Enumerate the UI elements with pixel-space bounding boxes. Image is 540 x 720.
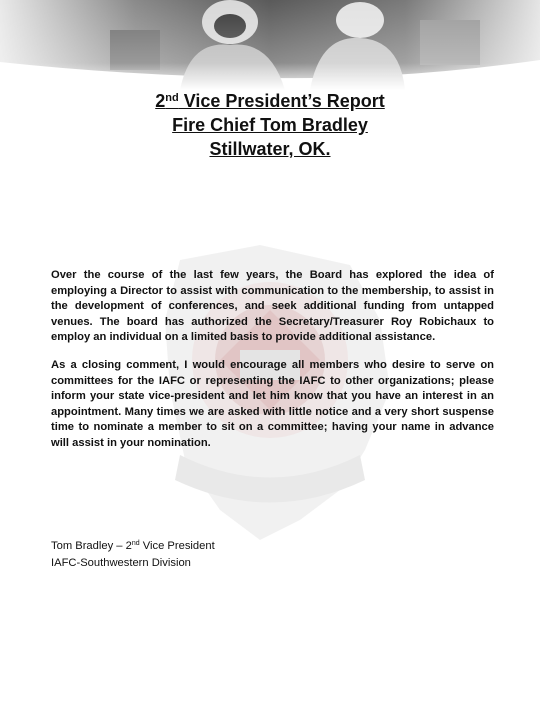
header-photo bbox=[0, 0, 540, 90]
location-title: Stillwater, OK. bbox=[209, 139, 331, 159]
report-body bbox=[51, 268, 494, 464]
report-title-block bbox=[0, 86, 540, 161]
report-title: 2nd Vice President’s Report bbox=[155, 91, 385, 111]
paragraph-director: Over the course of the last few years, the Board has explored the idea of employing a Director to assist with communication to the membership, to assist in the development of conferences, and seek additional funding from untapped venues. The board has authorized the Secretary/Treasurer Roy Robichaux to employ an individual on a limited basis to provide additional assistance. bbox=[51, 269, 494, 344]
author-title: Fire Chief Tom Bradley bbox=[172, 115, 368, 135]
signature-name: Tom Bradley – 2nd Vice President bbox=[51, 540, 215, 552]
signature-block bbox=[51, 535, 215, 572]
paragraph-closing: As a closing comment, I would encourage all members who desire to serve on committees for the IAFC or representing the IAFC to other organizations; please inform your state vice-president and let him know that you have an interest in an appointment. Many times we are asked with little notice and a very short suspense time to nominate a member to sit on a committee; having your name in advance will assist in your nomination. bbox=[51, 358, 494, 449]
signature-org: IAFC-Southwestern Division bbox=[51, 557, 191, 569]
